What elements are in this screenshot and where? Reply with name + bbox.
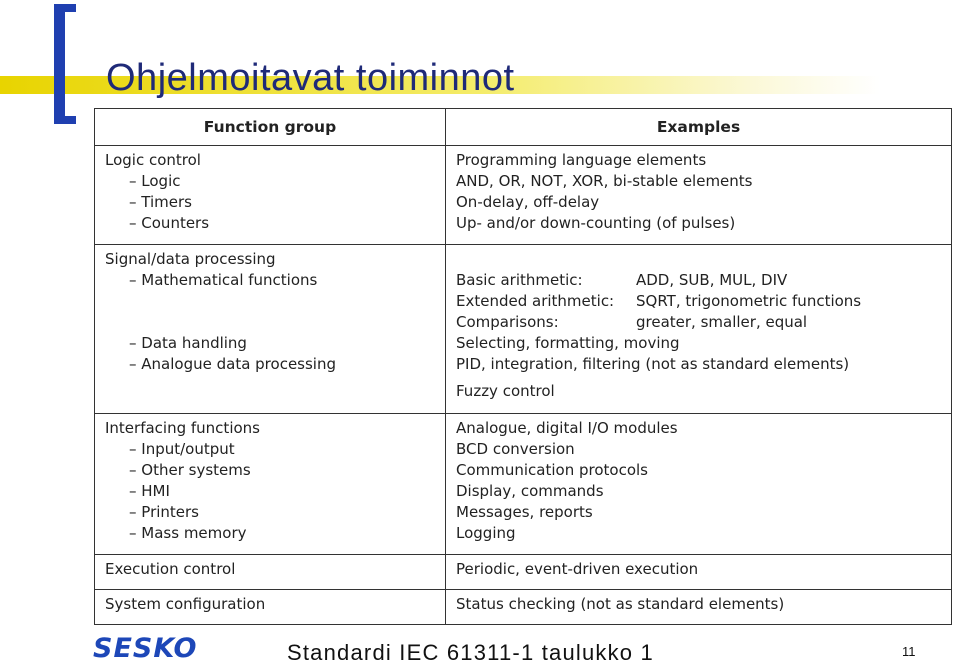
- page-number: 11: [902, 644, 916, 659]
- example-line: Messages, reports: [456, 503, 593, 521]
- example-line: Status checking (not as standard elements): [456, 595, 785, 613]
- group-title: Interfacing functions: [105, 419, 260, 437]
- footer-caption: Standardi IEC 61311-1 taulukko 1: [287, 640, 654, 665]
- list-item: – Input/output: [105, 439, 435, 460]
- example-line: BCD conversion: [456, 440, 575, 458]
- group-title: Execution control: [105, 560, 236, 578]
- group-title: Signal/data processing: [105, 250, 276, 268]
- table-row: [95, 146, 952, 245]
- example-line: Communication protocols: [456, 461, 648, 479]
- example-line: Up- and/or down-counting (of pulses): [456, 214, 736, 232]
- group-cell: [95, 146, 446, 245]
- page-title: Ohjelmoitavat toiminnot: [106, 57, 515, 99]
- example-line: Programming language elements: [456, 151, 707, 169]
- list-item: – Timers: [105, 192, 435, 213]
- examples-cell: [446, 146, 952, 245]
- list-item: – Data handling: [105, 333, 435, 354]
- table-row: [95, 245, 952, 414]
- group-cell: [95, 590, 446, 625]
- table-header-row: [95, 109, 952, 146]
- list-item: – Other systems: [105, 460, 435, 481]
- example-line: On-delay, off-delay: [456, 193, 600, 211]
- header-function-group: Function group: [95, 109, 446, 146]
- list-item: – Mass memory: [105, 523, 435, 544]
- table-row: [95, 414, 952, 555]
- group-cell: [95, 414, 446, 555]
- table-row: [95, 555, 952, 590]
- bracket-decoration: [54, 4, 76, 124]
- example-line: Basic arithmetic: ADD, SUB, MUL, DIV: [456, 271, 788, 289]
- list-item: – Printers: [105, 502, 435, 523]
- examples-cell: [446, 414, 952, 555]
- group-title: Logic control: [105, 151, 201, 169]
- example-line: Logging: [456, 524, 516, 542]
- examples-cell: [446, 555, 952, 590]
- group-cell: [95, 555, 446, 590]
- group-cell: [95, 245, 446, 414]
- example-line: Periodic, event-driven execution: [456, 560, 699, 578]
- examples-cell: [446, 590, 952, 625]
- list-item: – Counters: [105, 213, 435, 234]
- example-line: Extended arithmetic: SQRT, trigonometric functions: [456, 292, 862, 310]
- example-line: Comparisons: greater, smaller, equal: [456, 313, 808, 331]
- example-line: Selecting, formatting, moving: [456, 334, 680, 352]
- list-item: – Logic: [105, 171, 435, 192]
- example-line: PID, integration, filtering (not as standard elements): [456, 355, 850, 373]
- examples-cell: [446, 245, 952, 414]
- list-item: – Mathematical functions: [105, 270, 435, 291]
- list-item: – HMI: [105, 481, 435, 502]
- list-item: – Analogue data processing: [105, 354, 435, 375]
- example-line: Analogue, digital I/O modules: [456, 419, 678, 437]
- function-table: [94, 108, 952, 625]
- group-title: System configuration: [105, 595, 266, 613]
- sesko-logo: SESKO: [93, 633, 198, 664]
- table-row: [95, 590, 952, 625]
- header-examples: Examples: [446, 109, 952, 146]
- example-line: AND, OR, NOT, XOR, bi-stable elements: [456, 172, 753, 190]
- example-line: Fuzzy control: [456, 382, 555, 400]
- example-line: Display, commands: [456, 482, 604, 500]
